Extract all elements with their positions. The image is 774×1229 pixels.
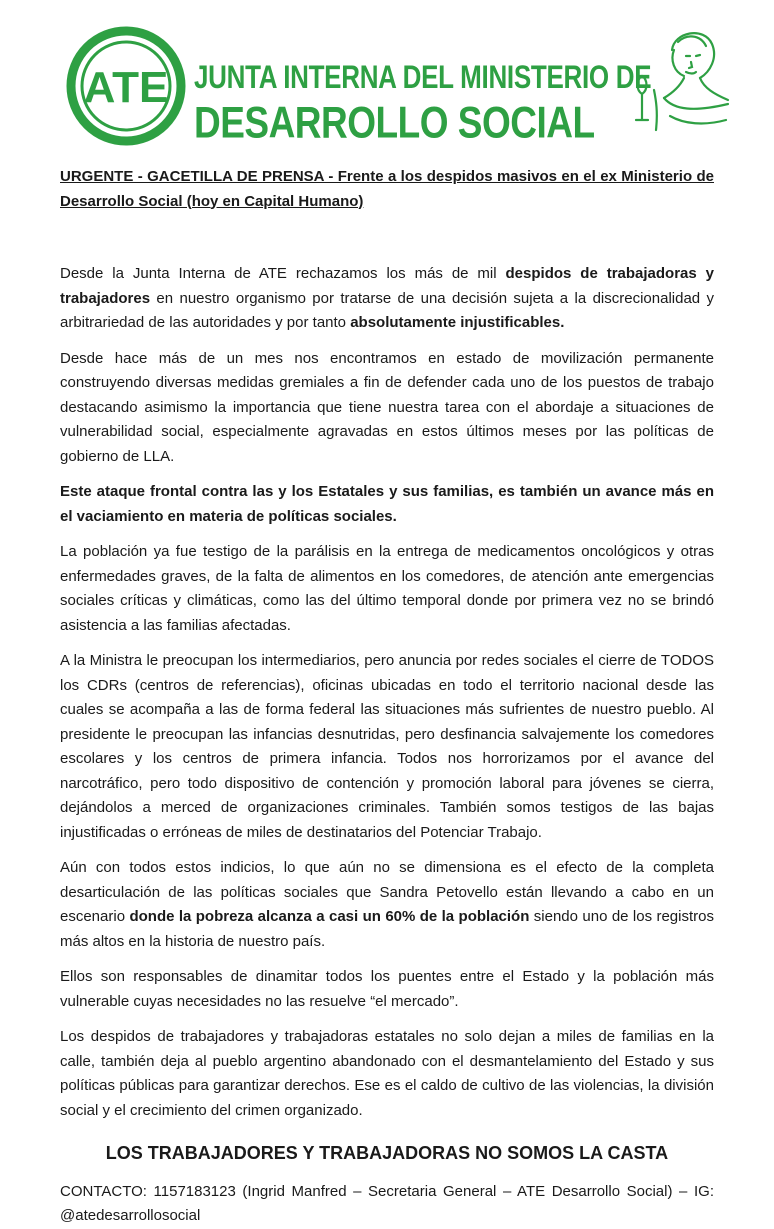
paragraph-8: Los despidos de trabajadores y trabajadoras estatales no solo dejan a miles de familias en la calle, también deja al pueblo argentino abandonado con el desmantelamiento del Estado y sus políticas públicas para garantizar derechos. Ese es el caldo de cultivo de las violencias, la división social y el crecimiento del crimen organizado. — [60, 1028, 714, 1119]
paragraph-2: Desde hace más de un mes nos encontramos en estado de movilización permanente construyendo diversas medidas gremiales a fin de defender cada uno de los puestos de trabajo destacando asimismo la importancia que tiene nuestra tarea con el abordaje a situaciones de vulnerabilidad social, especialmente agravadas en estos últimos meses por las políticas de gobierno de LLA. — [60, 349, 714, 465]
paragraph-4: La población ya fue testigo de la parálisis en la entrega de medicamentos oncológicos y otras enfermedades graves, de la falta de alimentos en los comedores, de atención ante emergencias sociales críticas y climáticas, como las del último temporal donde por primera vez no se brindó asistencia a las familias afectadas. — [60, 543, 714, 634]
press-release-title: URGENTE - GACETILLA DE PRENSA - Frente a los despidos masivos en el ex Ministerio de Desarrollo Social (hoy en Capital Humano) — [60, 168, 714, 210]
paragraph-6: Aún con todos estos indicios, lo que aún no se dimensiona es el efecto de la completa desarticulación de las políticas sociales que Sandra Petovello están llevando a cabo en un escenario donde la pobreza alcanza a casi un 60% de la población siendo uno de los registros más altos en la historia de nuestro país. — [60, 859, 714, 950]
header-title-line1: JUNTA INTERNA DEL MINISTERIO DE — [194, 58, 652, 96]
header-title-line2: DESARROLLO SOCIAL — [194, 98, 595, 148]
paragraph-5: A la Ministra le preocupan los intermediarios, pero anuncia por redes sociales el cierre de TODOS los CDRs (centros de referencias), oficinas ubicadas en todo el territorio nacional desde las cuales se acompaña a las de forma federal las situaciones más sufrientes de nuestro pueblo. Al presidente le preocupan las infancias desnutridas, pero desfinancia salvajemente los comedores escolares y los centros de primera infancia. Todos nos horrorizamos por el avance del narcotráfico, pero todo dispositivo de contención y promoción laboral para jóvenes se cierra, dejándolos a merced de organizaciones criminales. También somos testigos de las bajas injustificadas o erróneas de miles de destinatarios del Potenciar Trabajo. — [60, 652, 714, 841]
slogan: LOS TRABAJADORES Y TRABAJADORAS NO SOMOS LA CASTA — [105, 1143, 669, 1163]
press-release-body — [60, 165, 714, 1229]
paragraph-3: Este ataque frontal contra las y los Estatales y sus familias, es también un avance más en el vaciamiento en materia de políticas sociales. — [60, 483, 714, 525]
paragraph-1: Desde la Junta Interna de ATE rechazamos los más de mil despidos de trabajadoras y trabajadores en nuestro organismo por tratarse de una decisión sujeta a la discrecionalidad y arbitrariedad de las autoridades y por tanto absolutamente injustificables. — [60, 265, 714, 331]
contact-info: CONTACTO: 1157183123 (Ingrid Manfred – Secretaria General – ATE Desarrollo Social) – IG: @atedesarrollosocial — [60, 1182, 714, 1224]
portrait-illustration — [634, 20, 734, 138]
letterhead — [62, 18, 732, 148]
ate-logo — [66, 26, 186, 146]
svg-text:ATE: ATE — [83, 63, 169, 112]
paragraph-7: Ellos son responsables de dinamitar todos los puentes entre el Estado y la población más vulnerable cuyas necesidades no las resuelve “el mercado”. — [60, 968, 714, 1010]
